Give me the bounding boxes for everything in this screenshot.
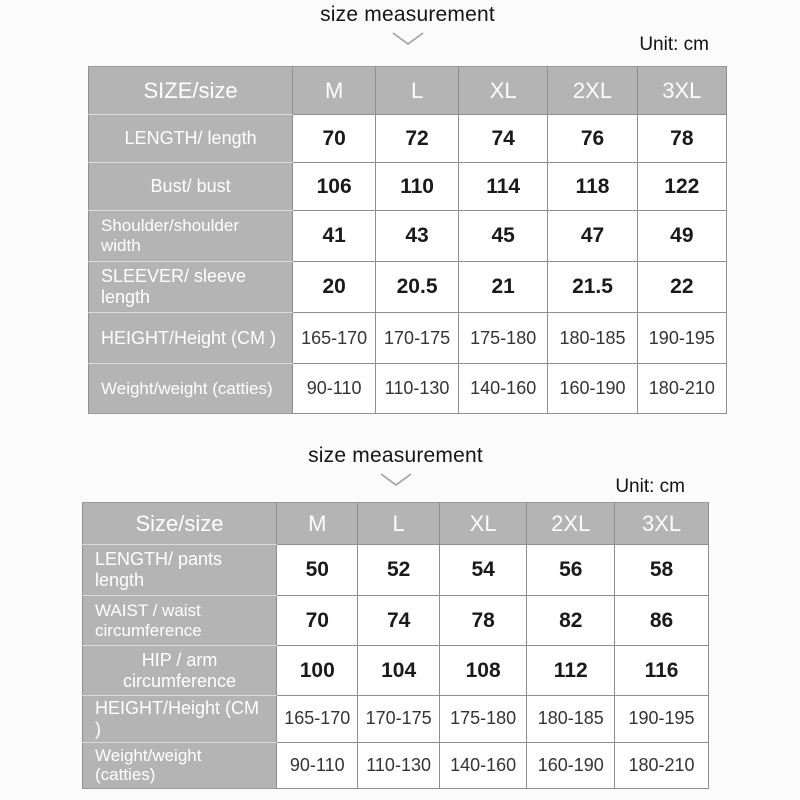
section-title: size measurement [308,444,483,467]
header-size-cell: L [376,67,459,115]
table-row [89,115,727,163]
value-cell: 20.5 [376,262,459,313]
value-cell: 190-195 [637,313,726,364]
row-label-cell: HEIGHT/Height (CM ) [83,696,277,743]
header-size-cell: L [358,503,439,545]
header-size-cell: 3XL [637,67,726,115]
section-title: size measurement [320,3,495,26]
shirt-size-table [88,66,727,414]
header-size-cell: SIZE/size [89,67,293,115]
value-cell: 78 [439,596,527,646]
value-cell: 160-190 [548,364,637,414]
value-cell: 165-170 [277,696,358,743]
value-cell: 70 [293,115,376,163]
table-row [89,163,727,211]
table-row [83,596,709,646]
header-size-cell: M [293,67,376,115]
header-size-cell: Size/size [83,503,277,545]
value-cell: 170-175 [358,696,439,743]
value-cell: 86 [615,596,709,646]
header-size-cell: M [277,503,358,545]
value-cell: 114 [459,163,548,211]
value-cell: 110-130 [358,742,439,788]
pants-size-section [82,414,709,789]
value-cell: 45 [459,211,548,262]
value-cell: 175-180 [439,696,527,743]
value-cell: 72 [376,115,459,163]
row-label-cell: LENGTH/ length [89,115,293,163]
value-cell: 90-110 [293,364,376,414]
row-label-cell: Weight/weight (catties) [83,742,277,788]
value-cell: 180-185 [548,313,637,364]
value-cell: 110 [376,163,459,211]
value-cell: 49 [637,211,726,262]
value-cell: 43 [376,211,459,262]
row-label-cell: LENGTH/ pants length [83,545,277,596]
value-cell: 70 [277,596,358,646]
header-size-cell: XL [459,67,548,115]
value-cell: 56 [527,545,615,596]
value-cell: 190-195 [615,696,709,743]
table-row [89,313,727,364]
table-row [83,696,709,743]
value-cell: 47 [548,211,637,262]
header-size-cell: 2XL [527,503,615,545]
unit-label: Unit: cm [639,34,709,55]
chevron-down-icon [380,473,412,486]
value-cell: 52 [358,545,439,596]
value-cell: 110-130 [376,364,459,414]
value-cell: 74 [358,596,439,646]
header-size-cell: XL [439,503,527,545]
value-cell: 41 [293,211,376,262]
row-label-cell: Weight/weight (catties) [89,364,293,414]
value-cell: 50 [277,545,358,596]
value-cell: 108 [439,646,527,696]
table-row [89,211,727,262]
value-cell: 74 [459,115,548,163]
table-row [83,646,709,696]
value-cell: 165-170 [293,313,376,364]
chevron-down-icon [392,32,424,45]
header-size-cell: 2XL [548,67,637,115]
value-cell: 180-210 [637,364,726,414]
unit-label: Unit: cm [615,476,685,497]
row-label-cell: HEIGHT/Height (CM ) [89,313,293,364]
row-label-cell: Bust/ bust [89,163,293,211]
row-label-cell: HIP / arm circumference [83,646,277,696]
value-cell: 58 [615,545,709,596]
value-cell: 160-190 [527,742,615,788]
table-header-row [83,503,709,545]
value-cell: 175-180 [459,313,548,364]
header-size-cell: 3XL [615,503,709,545]
value-cell: 76 [548,115,637,163]
value-cell: 122 [637,163,726,211]
value-cell: 180-185 [527,696,615,743]
value-cell: 82 [527,596,615,646]
table-row [83,545,709,596]
value-cell: 140-160 [439,742,527,788]
table-row [89,262,727,313]
table-row [83,742,709,788]
value-cell: 21.5 [548,262,637,313]
value-cell: 21 [459,262,548,313]
value-cell: 140-160 [459,364,548,414]
value-cell: 22 [637,262,726,313]
value-cell: 20 [293,262,376,313]
row-label-cell: SLEEVER/ sleeve length [89,262,293,313]
shirt-size-section [88,0,727,414]
row-label-cell: WAIST / waist circumference [83,596,277,646]
value-cell: 104 [358,646,439,696]
value-cell: 112 [527,646,615,696]
value-cell: 116 [615,646,709,696]
value-cell: 170-175 [376,313,459,364]
table-row [89,364,727,414]
value-cell: 100 [277,646,358,696]
value-cell: 106 [293,163,376,211]
value-cell: 78 [637,115,726,163]
value-cell: 90-110 [277,742,358,788]
table-header-row [89,67,727,115]
pants-size-table [82,502,709,789]
value-cell: 118 [548,163,637,211]
value-cell: 54 [439,545,527,596]
value-cell: 180-210 [615,742,709,788]
row-label-cell: Shoulder/shoulder width [89,211,293,262]
